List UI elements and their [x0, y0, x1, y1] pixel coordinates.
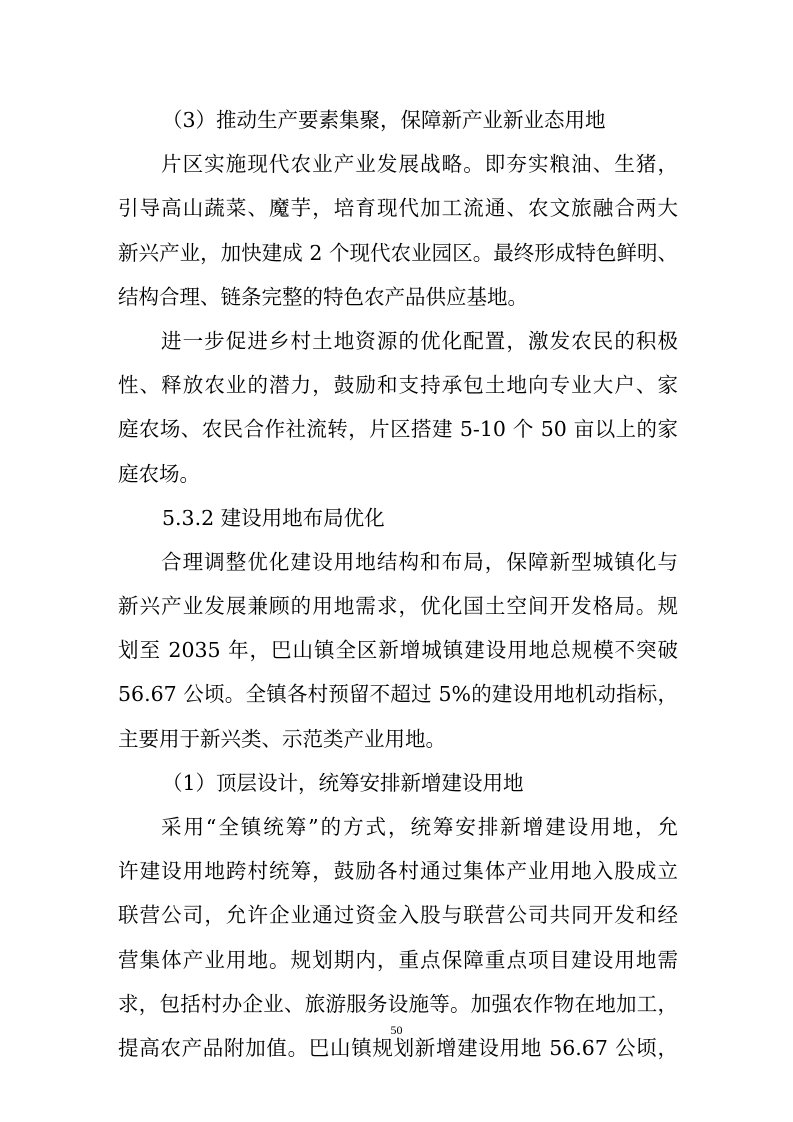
- paragraph-line: 主要用于新兴类、示范类产业用地。: [118, 726, 446, 751]
- paragraph-line: 性、释放农业的潜力，鼓励和支持承包土地向专业大户、家: [118, 373, 678, 398]
- paragraph-line: 营集体产业用地。规划期内，重点保障重点项目建设用地需: [118, 947, 678, 972]
- paragraph-land-transfer: [118, 319, 678, 496]
- section-heading-5-3-2: 5.3.2 建设用地布局优化: [162, 505, 385, 530]
- page-number: 50: [390, 1023, 403, 1037]
- paragraph-line: 进一步促进乡村土地资源的优化配置，激发农民的积极: [161, 328, 678, 353]
- paragraph-construction-land-layout: [118, 540, 678, 761]
- paragraph-line: 片区实施现代农业产业发展战略。即夯实粮油、生猪，: [161, 152, 678, 177]
- subsection-heading-1: （1）顶层设计，统筹安排新增建设用地: [162, 770, 524, 795]
- paragraph-line: 56.67 公顷。全镇各村预留不超过 5%的建设用地机动指标，: [118, 682, 678, 707]
- paragraph-line: 引导高山蔬菜、魔芋，培育现代加工流通、农文旅融合两大: [118, 196, 678, 221]
- paragraph-line: 庭农场、农民合作社流转，片区搭建 5-10 个 50 亩以上的家: [118, 417, 678, 442]
- paragraph-line: 许建设用地跨村统筹，鼓励各村通过集体产业用地入股成立: [118, 859, 678, 884]
- paragraph-line: 结构合理、链条完整的特色农产品供应基地。: [118, 284, 528, 309]
- document-body: [118, 98, 678, 1070]
- paragraph-line: 联营公司，允许企业通过资金入股与联营公司共同开发和经: [118, 903, 678, 928]
- paragraph-line: 新兴产业发展兼顾的用地需求，优化国土空间开发格局。规: [118, 594, 678, 619]
- paragraph-line: 新兴产业，加快建成 2 个现代农业园区。最终形成特色鲜明、: [118, 240, 678, 265]
- paragraph-line: 划至 2035 年，巴山镇全区新增城镇建设用地总规模不突破: [118, 638, 678, 663]
- subsection-heading-3: （3）推动生产要素集聚，保障新产业新业态用地: [162, 108, 606, 132]
- paragraph-line: 提高农产品附加值。巴山镇规划新增建设用地 56.67 公顷，: [118, 1035, 678, 1060]
- paragraph-line: 求，包括村办企业、旅游服务设施等。加强农作物在地加工，: [118, 991, 678, 1016]
- paragraph-modern-agriculture: [118, 142, 678, 319]
- paragraph-line: 采用“全镇统筹”的方式，统筹安排新增建设用地，允: [161, 815, 678, 839]
- paragraph-line: 合理调整优化建设用地结构和布局，保障新型城镇化与: [161, 549, 678, 574]
- paragraph-line: 庭农场。: [118, 461, 200, 486]
